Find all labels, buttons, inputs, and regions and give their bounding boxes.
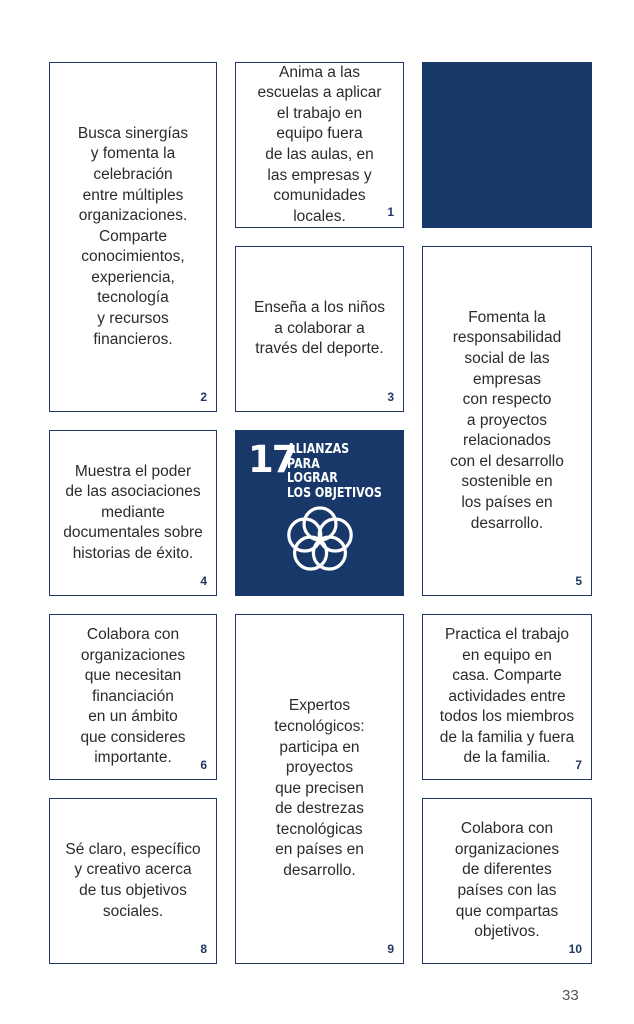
tip-text: Busca sinergías y fomenta la celebración entre múltiples organizaciones. Comparte conocimientos, experiencia, tecnología y recursos financieros.	[77, 124, 189, 348]
tip-number: 7	[575, 758, 582, 772]
tip-text: Expertos tecnológicos: participa en proyectos que precisen de destrezas tecnológicas en países en desarrollo.	[274, 697, 365, 880]
sdg-number: 17	[248, 438, 296, 481]
tip-text: Practica el trabajo en equipo en casa. Comparte actividades entre todos los miembros de la familia y fuera de la familia.	[439, 625, 575, 767]
tip-card-9	[235, 614, 404, 964]
tip-text: Muestra el poder de las asociaciones mediante documentales sobre historias de éxito.	[63, 462, 203, 562]
tip-text: Colabora con organizaciones de diferentes países con las que compartas objetivos.	[454, 820, 560, 941]
tip-card-10	[422, 798, 592, 964]
tip-card-6	[49, 614, 217, 780]
tip-card-8	[49, 798, 217, 964]
tip-text: Colabora con organizaciones que necesitan financiación en un ámbito que consideres importante.	[80, 625, 186, 767]
tip-card-2	[49, 62, 217, 412]
tip-text: Fomenta la responsabilidad social de las empresas con respecto a proyectos relacionados con el desarrollo sostenible en los países en desarrollo.	[450, 308, 564, 532]
navy-block	[422, 62, 592, 228]
tip-number: 1	[387, 205, 394, 219]
tip-number: 2	[200, 390, 207, 404]
tip-text: Anima a las escuelas a aplicar el trabajo en equipo fuera de las aulas, en las empresas y comunidades locales.	[257, 63, 382, 225]
page-number: 33	[562, 987, 579, 1004]
tip-number: 3	[387, 390, 394, 404]
five-rings-icon	[280, 500, 360, 580]
tip-number: 10	[568, 942, 582, 956]
tip-number: 9	[387, 942, 394, 956]
tip-number: 6	[200, 758, 207, 772]
tip-text: Enseña a los niños a colaborar a través del deporte.	[254, 299, 385, 358]
tip-text: Sé claro, específico y creativo acerca de tus objetivos sociales.	[65, 840, 201, 920]
sdg-17-badge	[235, 430, 404, 596]
tip-card-4	[49, 430, 217, 596]
tip-number: 5	[575, 574, 582, 588]
tip-number: 4	[200, 574, 207, 588]
tip-card-7	[422, 614, 592, 780]
tip-card-5	[422, 246, 592, 596]
tip-number: 8	[200, 942, 207, 956]
sdg-title: ALIANZAS PARA LOGRAR LOS OBJETIVOS	[287, 441, 382, 501]
tip-card-3	[235, 246, 404, 412]
tip-card-1	[235, 62, 404, 228]
